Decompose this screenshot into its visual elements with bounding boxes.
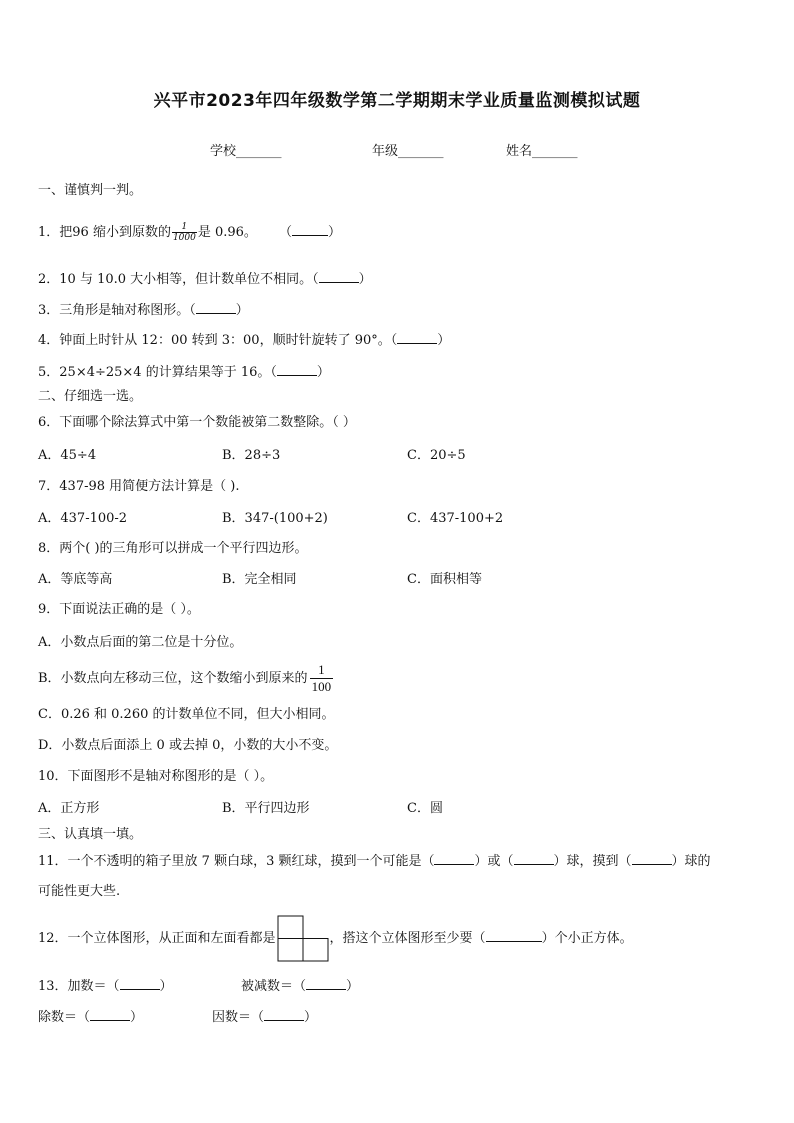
q1-frac-num: 1 <box>172 222 197 233</box>
q3-paren-right: ） <box>235 303 249 318</box>
q2-text: 2．10 与 10.0 大小相等，但计数单位不相同。（ <box>38 272 319 287</box>
q13-paren-3: ） <box>130 1010 144 1025</box>
q12-answer-blank[interactable] <box>486 929 542 942</box>
q8-option-b[interactable]: B．完全相同 <box>222 572 297 587</box>
q2-answer-blank[interactable] <box>319 270 359 283</box>
q9-option-b-text: B．小数点向左移动三位，这个数缩小到原来的 <box>38 671 308 686</box>
q6-option-b[interactable]: B．28÷3 <box>222 448 281 463</box>
q10-option-a[interactable]: A．正方形 <box>38 801 100 816</box>
q9-option-b[interactable] <box>38 662 333 695</box>
q12-text-pre: 12．一个立体图形，从正面和左面看都是 <box>38 931 276 946</box>
question-2 <box>38 270 372 289</box>
q1-paren-right: ） <box>327 225 341 240</box>
question-5 <box>38 363 330 382</box>
q11-blank-1[interactable] <box>434 852 474 865</box>
q11-text-c: ）球，摸到（ <box>553 854 632 869</box>
q8-option-a[interactable]: A．等底等高 <box>38 572 113 587</box>
q11-text-b: ）或（ <box>474 854 514 869</box>
q10-option-b[interactable]: B．平行四边形 <box>222 801 310 816</box>
question-11-line1 <box>38 852 711 871</box>
q5-answer-blank[interactable] <box>277 363 317 376</box>
q9-option-b-fraction <box>310 662 334 695</box>
question-3 <box>38 301 249 320</box>
q11-text-a: 11．一个不透明的箱子里放 7 颗白球，3 颗红球，摸到一个可能是（ <box>38 854 435 869</box>
section-heading-2: 二、仔细选一选。 <box>38 389 143 404</box>
q13-paren-2: ） <box>346 979 360 994</box>
q13-paren-1: ） <box>159 979 173 994</box>
question-13-line2 <box>38 1008 143 1027</box>
school-field: 学校_______ <box>210 144 282 159</box>
q9-option-a[interactable]: A．小数点后面的第二位是十分位。 <box>38 635 243 650</box>
q1-fraction <box>172 222 197 243</box>
q5-text: 5．25×4÷25×4 的计算结果等于 16。（ <box>38 365 277 380</box>
q1-text-post: 是 0.96。 <box>197 225 257 240</box>
question-9: 9．下面说法正确的是（ ）。 <box>38 602 200 617</box>
section-heading-1: 一、谨慎判一判。 <box>38 183 143 198</box>
q1-paren-left: （ <box>278 225 292 240</box>
q4-text: 4．钟面上时针从 12：00 转到 3：00，顺时针旋转了 90°。（ <box>38 333 398 348</box>
q11-blank-3[interactable] <box>632 852 672 865</box>
q10-option-c[interactable]: C．圆 <box>407 801 443 816</box>
question-6: 6．下面哪个除法算式中第一个数能被第二数整除。（ ） <box>38 415 356 430</box>
q7-option-c[interactable]: C．437-100+2 <box>407 511 504 526</box>
question-10: 10．下面图形不是轴对称图形的是（ ）。 <box>38 769 274 784</box>
section-heading-3: 三、认真填一填。 <box>38 827 143 842</box>
q1-frac-den: 1000 <box>172 233 196 243</box>
question-8: 8．两个( )的三角形可以拼成一个平行四边形。 <box>38 541 308 556</box>
grade-field: 年级_______ <box>372 144 444 159</box>
q4-answer-blank[interactable] <box>397 331 437 344</box>
question-13-factor <box>212 1008 317 1027</box>
question-12 <box>38 914 633 964</box>
q5-paren-right: ） <box>316 365 330 380</box>
q9-frac-den: 100 <box>311 679 332 694</box>
q4-paren-right: ） <box>437 333 451 348</box>
q9-frac-num: 1 <box>310 662 334 679</box>
q13-addend-blank[interactable] <box>120 977 160 990</box>
q12-text-post: ，搭这个立体图形至少要（ <box>329 931 486 946</box>
q9-option-c[interactable]: C．0.26 和 0.260 的计数单位不同，但大小相同。 <box>38 707 335 722</box>
q11-text-d: ）球的 <box>671 854 711 869</box>
q13-paren-4: ） <box>304 1010 318 1025</box>
q13-addend-label: 13．加数＝（ <box>38 979 120 994</box>
question-7: 7．437-98 用简便方法计算是（ ). <box>38 479 240 494</box>
q2-paren-right: ） <box>358 272 372 287</box>
q7-option-b[interactable]: B．347-(100+2) <box>222 511 328 526</box>
name-field: 姓名_______ <box>506 144 578 159</box>
q8-option-c[interactable]: C．面积相等 <box>407 572 482 587</box>
question-1 <box>38 222 341 243</box>
question-13-minuend <box>241 977 359 996</box>
question-11-line2: 可能性更大些. <box>38 884 121 899</box>
question-13-line1 <box>38 977 173 996</box>
square-grid-figure <box>277 915 329 962</box>
q7-option-a[interactable]: A．437-100-2 <box>38 511 128 526</box>
q6-option-a[interactable]: A．45÷4 <box>38 448 97 463</box>
q1-text-pre: 1．把96 缩小到原数的 <box>38 225 171 240</box>
q3-text: 3．三角形是轴对称图形。（ <box>38 303 196 318</box>
question-4 <box>38 331 450 350</box>
q1-answer-blank[interactable] <box>292 223 328 236</box>
q13-factor-blank[interactable] <box>264 1008 304 1021</box>
q12-text-end: ）个小正方体。 <box>541 931 633 946</box>
q3-answer-blank[interactable] <box>196 301 236 314</box>
q11-blank-2[interactable] <box>514 852 554 865</box>
q13-divisor-blank[interactable] <box>90 1008 130 1021</box>
q6-option-c[interactable]: C．20÷5 <box>407 448 466 463</box>
q9-option-d[interactable]: D．小数点后面添上 0 或去掉 0，小数的大小不变。 <box>38 738 338 753</box>
q13-minuend-label: 被减数＝（ <box>241 979 307 994</box>
page-title: 兴平市2023年四年级数学第二学期期末学业质量监测模拟试题 <box>153 91 641 111</box>
q13-factor-label: 因数＝（ <box>212 1010 265 1025</box>
q13-minuend-blank[interactable] <box>306 977 346 990</box>
q13-divisor-label: 除数＝（ <box>38 1010 91 1025</box>
